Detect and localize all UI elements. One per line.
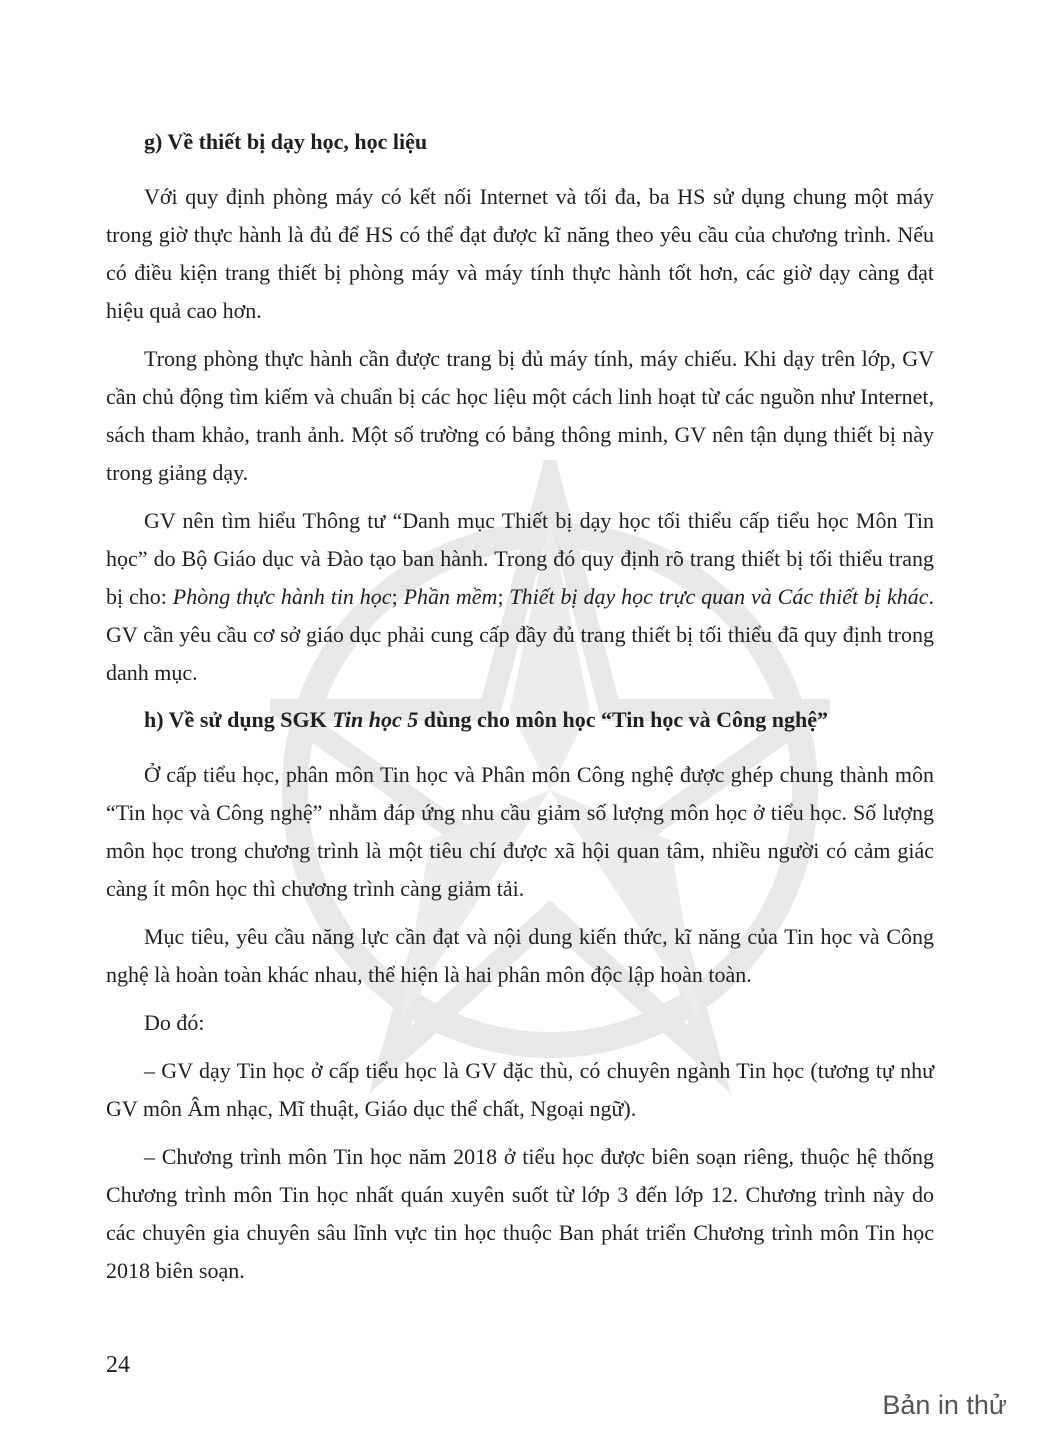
section-g-paragraph-2: Trong phòng thực hành cần được trang bị đủ máy tính, máy chiếu. Khi dạy trên lớp, GV cần chủ động tìm kiếm và chuẩn bị các học liệu một cách linh hoạt từ các nguồn như Internet, sách tham khảo, tranh ảnh. Một số trường có bảng thông minh, GV nên tận dụng thiết bị này trong giảng dạy. [106,346,934,485]
italic-phong-thuc-hanh: Phòng thực hành tin học [172,584,392,609]
italic-phan-mem: Phần mềm [403,584,498,609]
section-h-paragraph-3: Do đó: [144,1010,205,1035]
section-h-paragraph-2: Mục tiêu, yêu cầu năng lực cần đạt và nội dung kiến thức, kĩ năng của Tin học và Công nghệ là hoàn toàn khác nhau, thể hiện là hai phân môn độc lập hoàn toàn. [106,924,934,987]
section-g-heading: g) Về thiết bị dạy học, học liệu [144,129,428,154]
page-number: 24 [106,1352,130,1378]
section-h-paragraph-4: – GV dạy Tin học ở cấp tiểu học là GV đặc thù, có chuyên ngành Tin học (tương tự như GV môn Âm nhạc, Mĩ thuật, Giáo dục thể chất, Ngoại ngữ). [106,1058,934,1121]
draft-label: Bản in thử [882,1390,1007,1420]
section-g-paragraph-3: GV nên tìm hiểu Thông tư “Danh mục Thiết bị dạy học tối thiểu cấp tiểu học Môn Tin học” do Bộ Giáo dục và Đào tạo ban hành. Trong đó quy định rõ trang thiết bị tối thiểu trang bị cho: Phòng thực hành tin học; Phần mềm; Thiết bị dạy học trực quan và Các thiết bị khác. GV cần yêu cầu cơ sở giáo dục phải cung cấp đầy đủ trang thiết bị tối thiểu đã quy định trong danh mục. [106,508,934,685]
section-h-paragraph-1: Ở cấp tiểu học, phân môn Tin học và Phân môn Công nghệ được ghép chung thành môn “Tin học và Công nghệ” nhằm đáp ứng nhu cầu giảm số lượng môn học ở tiểu học. Số lượng môn học trong chương trình là một tiêu chí được xã hội quan tâm, nhiều người có cảm giác càng ít môn học thì chương trình càng giảm tải. [106,762,934,901]
section-g-paragraph-1: Với quy định phòng máy có kết nối Internet và tối đa, ba HS sử dụng chung một máy trong giờ thực hành là đủ để HS có thể đạt được kĩ năng theo yêu cầu của chương trình. Nếu có điều kiện trang thiết bị phòng máy và máy tính thực hành tốt hơn, các giờ dạy càng đạt hiệu quả cao hơn. [106,184,934,323]
italic-thiet-bi-truc-quan: Thiết bị dạy học trực quan và Các thiết bị khác [509,584,929,609]
section-h-heading: h) Về sử dụng SGK Tin học 5 dùng cho môn học “Tin học và Công nghệ” [144,707,828,732]
section-h-paragraph-5: – Chương trình môn Tin học năm 2018 ở tiểu học được biên soạn riêng, thuộc hệ thống Chương trình môn Tin học nhất quán xuyên suốt từ lớp 3 đến lớp 12. Chương trình này do các chuyên gia chuyên sâu lĩnh vực tin học thuộc Ban phát triển Chương trình môn Tin học 2018 biên soạn. [106,1144,934,1283]
page-content [106,124,934,1300]
